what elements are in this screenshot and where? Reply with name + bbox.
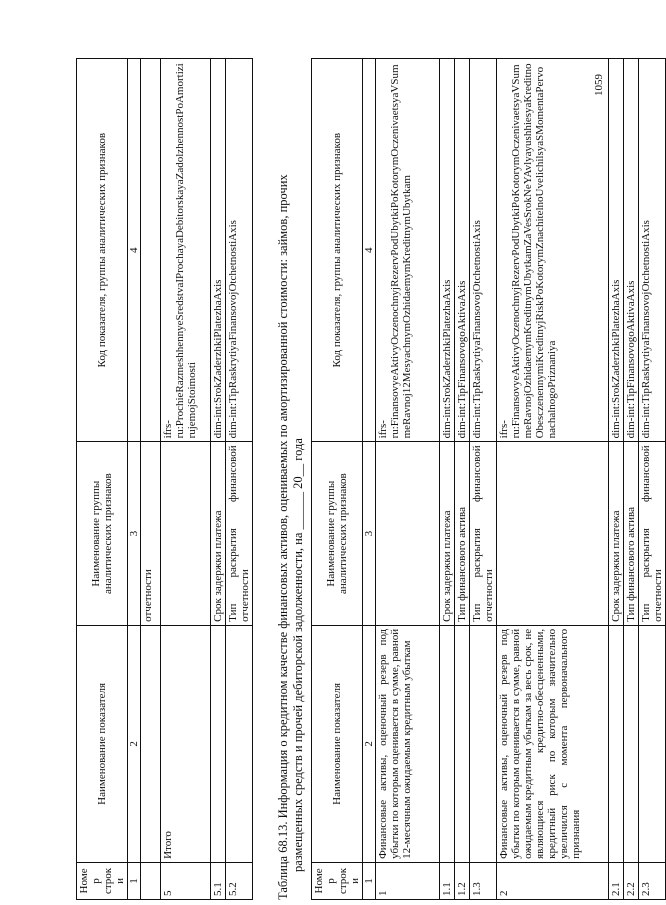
row-group-name: Тип финансового актива (455, 442, 470, 625)
column-number-row (128, 59, 141, 900)
table-68-13 (311, 58, 666, 900)
row-code: dim-int:TipRaskrytiyaFinansovojOtchetnostiAxis (226, 59, 253, 442)
row-indicator-name (624, 625, 639, 862)
table-continuation (76, 58, 253, 900)
column-number: 2 (363, 625, 376, 862)
header-code: Код показателя, группы аналитических признаков (77, 59, 128, 442)
row-group-name: Тип раскрытия финансовой отчетности (470, 442, 497, 625)
header-indicator-name: Наименование показателя (312, 625, 363, 862)
table-row (226, 59, 253, 900)
column-number-row (363, 59, 376, 900)
row-code: dim-int:TipRaskrytiyaFinansovojOtchetnostiAxis (639, 59, 666, 442)
row-group-name: отчетности (141, 442, 161, 625)
row-number: 2.2 (624, 862, 639, 899)
row-indicator-name (141, 625, 161, 862)
row-number: 1.1 (440, 862, 455, 899)
row-number: 1.3 (470, 862, 497, 899)
row-indicator-name (440, 625, 455, 862)
table-row (470, 59, 497, 900)
row-indicator-name (455, 625, 470, 862)
row-code: dim-int:TipRaskrytiyaFinansovojOtchetnostiAxis (470, 59, 497, 442)
row-number: 5.2 (226, 862, 253, 899)
table-row (455, 59, 470, 900)
table-row (211, 59, 226, 900)
column-number: 2 (128, 625, 141, 862)
header-indicator-name: Наименование показателя (77, 625, 128, 862)
row-indicator-name (470, 625, 497, 862)
column-number: 3 (363, 442, 376, 625)
table-row (440, 59, 455, 900)
table-header-row (77, 59, 128, 900)
caption-line-2: размещенных средств и прочей дебиторской задолженности, на ______ 20__ года (291, 438, 305, 872)
row-code: dim-int:SrokZaderzhkiPlatezhaAxis (211, 59, 226, 442)
row-indicator-name (226, 625, 253, 862)
row-indicator-name (609, 625, 624, 862)
row-indicator-name (639, 625, 666, 862)
page-number: 1059 (593, 74, 605, 96)
row-indicator-name (211, 625, 226, 862)
row-group-name: Срок задержки платежа (440, 442, 455, 625)
row-indicator-name: Финансовые активы, оценочный резерв под убытки по которым оценивается в сумме, равной ожидаемым кредитным убыткам за весь срок, не являющиеся кредитно-обесцененными, кредитный риск по которым значительно увеличился с момента первоначального признания (497, 625, 609, 862)
row-indicator-name: Итого (161, 625, 211, 862)
table-row (497, 59, 609, 900)
row-group-name: Тип раскрытия финансовой отчетности (639, 442, 666, 625)
row-group-name: Тип раскрытия финансовой отчетности (226, 442, 253, 625)
table-row (609, 59, 624, 900)
row-group-name (376, 442, 440, 625)
row-number: 2.3 (639, 862, 666, 899)
row-number: 2.1 (609, 862, 624, 899)
header-group-name: Наименование группы аналитических признаков (77, 442, 128, 625)
row-indicator-name: Финансовые активы, оценочный резерв под убытки по которым оценивается в сумме, равной 12-месячным ожидаемым кредитным убыткам (376, 625, 440, 862)
table-row (141, 59, 161, 900)
column-number: 1 (363, 862, 376, 899)
row-code: ifrs-ru:ProchieRazmeshhennyeSredstvaIProchayaDebitorskayaZadolzhennostPoAmortizirujemojStoimosti (161, 59, 211, 442)
row-number: 1 (376, 862, 440, 899)
row-group-name (161, 442, 211, 625)
row-number: 5.1 (211, 862, 226, 899)
header-group-name: Наименование группы аналитических признаков (312, 442, 363, 625)
table-row (376, 59, 440, 900)
table-header-row (312, 59, 363, 900)
column-number: 3 (128, 442, 141, 625)
row-group-name: Срок задержки платежа (211, 442, 226, 625)
row-code: ifrs-ru:FinansovyeAktivyOczenochnyjRezervPodUbytkiPoKotorymOczenivaetsyaVSummeRavnoj12MesyachnymOzhidaemymKreditnymUbytkam (376, 59, 440, 442)
row-code: dim-int:TipFinansovogoAktivaAxis (624, 59, 639, 442)
row-number: 2 (497, 862, 609, 899)
row-group-name (497, 442, 609, 625)
row-code: ifrs-ru:FinansovyeAktivyOczenochnyjRezervPodUbytkiPoKotorymOczenivaetsyaVSummeRavnojOzhidaemymKreditnymUbytkamZaVesSrokNeYAvlyayushhiesyaKreditnoObesczenennymiKreditnyjRiskPoKotorymZnachitelnoUvelichilsyaSMomentaPervonachalnogoPriznaniya (497, 59, 609, 442)
caption-line-1: Таблица 68.13. Информация о кредитном качестве финансовых активов, оцениваемых по амортизированной стоимости: займов, прочих (276, 174, 290, 900)
table-row (639, 59, 666, 900)
rotated-content (76, 40, 664, 900)
row-number: 1.2 (455, 862, 470, 899)
row-code (141, 59, 161, 442)
header-code: Код показателя, группы аналитических признаков (312, 59, 363, 442)
row-code: dim-int:SrokZaderzhkiPlatezhaAxis (609, 59, 624, 442)
header-row-number: Номер строки (77, 862, 128, 899)
column-number: 4 (128, 59, 141, 442)
row-group-name: Тип финансового актива (624, 442, 639, 625)
table-row (161, 59, 211, 900)
column-number: 1 (128, 862, 141, 899)
table-row (624, 59, 639, 900)
column-number: 4 (363, 59, 376, 442)
row-number: 5 (161, 862, 211, 899)
row-code: dim-int:SrokZaderzhkiPlatezhaAxis (440, 59, 455, 442)
row-number (141, 862, 161, 899)
row-code: dim-int:TipFinansovogoAktivaAxis (455, 59, 470, 442)
header-row-number: Номер строки (312, 862, 363, 899)
row-group-name: Срок задержки платежа (609, 442, 624, 625)
table-caption (276, 58, 306, 900)
